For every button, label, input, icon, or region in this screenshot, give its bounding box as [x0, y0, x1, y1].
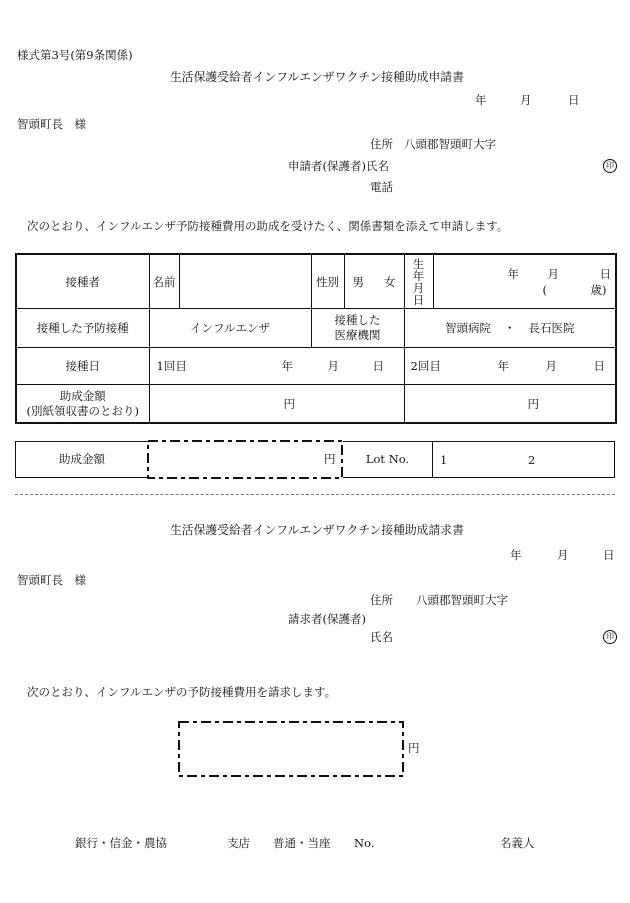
- date-label: 接種日: [65, 359, 100, 373]
- first-dose-year: 年: [281, 359, 293, 373]
- claim-amount-unit: 円: [408, 741, 420, 755]
- claimant-name-label: 氏名: [370, 630, 393, 644]
- application-title: 生活保護受給者インフルエンザワクチン接種助成申請書: [170, 70, 464, 84]
- facility-label-cell: [311, 309, 404, 348]
- application-date-year: 年: [475, 93, 487, 107]
- subsidy-amount-unit: 円: [324, 452, 336, 466]
- claim-date-year: 年: [510, 548, 522, 562]
- name-label: 名前: [152, 274, 176, 289]
- account-type-label: 普通・当座: [273, 836, 331, 850]
- first-dose-amount-unit: 円: [283, 397, 295, 411]
- claim-date-month: 月: [557, 548, 569, 562]
- second-dose-month: 月: [545, 359, 557, 373]
- claim-amount-box: [178, 721, 404, 777]
- second-dose-area: [405, 348, 616, 384]
- vaccination-row: [16, 309, 616, 348]
- birth-day-label: 日: [599, 267, 611, 281]
- application-statement: 次のとおり、インフルエンザ予防接種費用の助成を受けたく、関係書類を添えて申請します。: [27, 219, 509, 233]
- application-addressee: 智頭町長 様: [17, 117, 86, 131]
- amount-label-cell: [16, 385, 149, 424]
- name-value-cell: [179, 254, 311, 309]
- facility-option-nagaishi-clinic: 長石医院: [528, 321, 575, 335]
- claim-date-day: 日: [603, 548, 615, 562]
- claim-addressee: 智頭町長 様: [17, 573, 86, 587]
- second-dose-amount-area: [405, 385, 616, 422]
- application-address-label: 住所: [370, 137, 393, 151]
- lot-entries-cell: [432, 441, 615, 478]
- age-open-paren: (: [542, 283, 547, 297]
- second-dose-day: 日: [593, 359, 605, 373]
- birth-year-label: 年: [507, 267, 519, 281]
- lot-entry-1: 1: [440, 453, 448, 467]
- account-holder-label: 名義人: [500, 836, 535, 850]
- sex-label: 性別: [316, 274, 339, 289]
- facility-label-line-2: 医療機関: [334, 328, 381, 342]
- claim-seal-mark: 印: [603, 630, 617, 644]
- birthdate-value-cell: [433, 254, 616, 309]
- sex-options-cell: [344, 254, 404, 309]
- facility-option-chizu-hospital: 智頭病院: [445, 321, 491, 335]
- claimant-label: 請求者(保護者): [288, 612, 366, 626]
- applicant-name-label: 申請者(保護者)氏名: [288, 159, 389, 173]
- amount-label: 助成金額: [59, 388, 106, 403]
- name-label-cell: [149, 254, 179, 309]
- cut-line-separator: [15, 494, 615, 495]
- vaccine-value: インフルエンザ: [189, 321, 271, 335]
- lot-entry-2: 2: [528, 453, 536, 467]
- form-number: 様式第3号(第9条関係): [17, 48, 133, 62]
- age-label: 歳): [590, 283, 607, 297]
- application-date-day: 日: [568, 93, 580, 107]
- facility-label-line-1: 接種した: [334, 313, 381, 327]
- vaccine-label: 接種した予防接種: [36, 321, 129, 335]
- claim-title: 生活保護受給者インフルエンザワクチン接種助成請求書: [170, 523, 464, 537]
- recipient-row: [16, 254, 616, 309]
- facility-options-cell: [404, 309, 616, 348]
- application-seal-mark: 印: [603, 159, 617, 173]
- birthdate-label-cell: [404, 254, 433, 309]
- vaccine-value-cell: [149, 309, 311, 348]
- lot-label: Lot No.: [365, 452, 410, 466]
- first-dose-label: 1回目: [156, 359, 187, 373]
- first-dose-amount-cell: [149, 385, 404, 424]
- second-dose-cell: [404, 348, 616, 385]
- first-dose-month: 月: [327, 359, 339, 373]
- first-dose-cell: [149, 348, 404, 385]
- date-label-cell: [16, 348, 149, 385]
- vaccine-label-cell: [16, 309, 149, 348]
- claim-address-value: 八頭郡智頭町大字: [416, 593, 508, 607]
- subsidy-label: 助成金額: [59, 452, 105, 466]
- sex-option-female: 女: [384, 274, 396, 289]
- vaccination-date-row: [16, 348, 616, 385]
- second-dose-label: 2回目: [410, 359, 441, 373]
- application-address-value: 八頭郡智頭町大字: [404, 137, 496, 151]
- birth-month-label: 月: [547, 267, 559, 281]
- second-dose-year: 年: [497, 359, 509, 373]
- first-dose-day: 日: [372, 359, 384, 373]
- amount-note: (別紙領収書のとおり): [26, 403, 139, 418]
- bank-branch-label: 支店: [227, 836, 250, 850]
- birthdate-value-area: [434, 255, 616, 308]
- claim-statement: 次のとおり、インフルエンザの予防接種費用を請求します。: [27, 685, 337, 699]
- account-number-label: No.: [354, 836, 375, 850]
- first-dose-area: [150, 348, 404, 384]
- claim-amount-dashed-border: [178, 721, 404, 777]
- sex-option-male: 男: [352, 274, 364, 289]
- subsidy-amount-dashed-border: [147, 440, 343, 479]
- facility-separator: ・: [504, 321, 516, 335]
- second-dose-amount-cell: [404, 385, 616, 424]
- second-dose-amount-unit: 円: [527, 397, 539, 411]
- sex-label-cell: [311, 254, 344, 309]
- claim-address-label: 住所: [370, 593, 393, 607]
- amount-row: [16, 385, 616, 424]
- recipient-label: 接種者: [65, 274, 100, 289]
- bank-institution-label: 銀行・信金・農協: [75, 836, 167, 850]
- subsidy-amount-box: [147, 440, 343, 479]
- lot-label-cell: [343, 441, 433, 478]
- application-phone-label: 電話: [370, 180, 393, 194]
- application-details-table: [15, 253, 617, 424]
- application-date-month: 月: [520, 93, 532, 107]
- subsidy-label-cell: [15, 441, 148, 478]
- first-dose-amount-area: [150, 385, 404, 422]
- birthdate-label: 生年月日: [412, 256, 425, 307]
- recipient-label-cell: [16, 254, 149, 309]
